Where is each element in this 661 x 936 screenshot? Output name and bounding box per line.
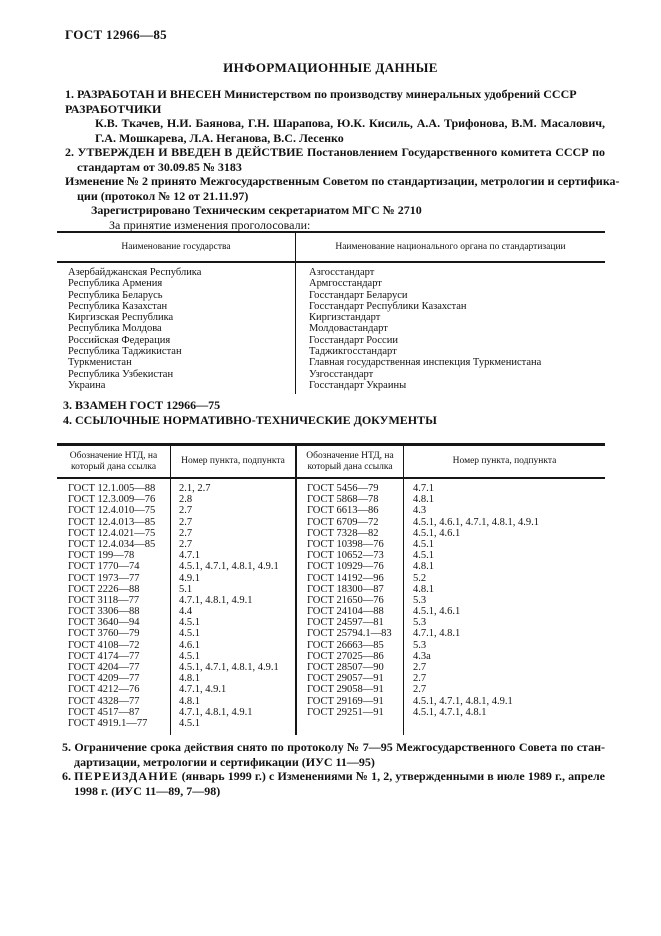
punkt-cell: 2.1, 2.7	[170, 483, 295, 494]
org-name-cell: Киргизстандарт	[295, 312, 605, 323]
state-name-cell: Украина	[68, 379, 106, 391]
punkt-cell: 4.5.1, 4.7.1, 4.8.1, 4.9.1	[403, 696, 605, 707]
ntd-cell: ГОСТ 29169—91	[295, 696, 403, 707]
table-row	[57, 517, 605, 528]
ntd-cell: ГОСТ 12.4.034—85	[68, 538, 156, 550]
ntd-cell: ГОСТ 14192—96	[295, 573, 403, 584]
punkt-cell: 2.7	[403, 673, 605, 684]
punkt-cell: 5.2	[403, 573, 605, 584]
punkt-cell: 4.5.1	[170, 718, 295, 729]
ntd-cell: ГОСТ 6613—86	[295, 505, 403, 516]
table-row	[57, 606, 605, 617]
punkt-cell	[170, 729, 295, 735]
punkt-cell: 2.7	[170, 505, 295, 516]
ntd-cell: ГОСТ 10398—76	[295, 539, 403, 550]
punkt-cell: 4.7.1	[403, 483, 605, 494]
punkt-cell: 4.8.1	[403, 561, 605, 572]
org-name-cell: Армгосстандарт	[295, 278, 605, 289]
table-row	[57, 290, 605, 301]
column-header-state: Наименование государства	[121, 241, 231, 252]
punkt-cell: 4.8.1	[403, 584, 605, 595]
table-row	[57, 696, 605, 707]
punkt-cell	[403, 718, 605, 729]
ntd-cell: ГОСТ 12.1.005—88	[68, 483, 156, 494]
punkt-cell: 4.8.1	[403, 494, 605, 505]
ntd-cell: ГОСТ 24597—81	[295, 617, 403, 628]
ntd-cell: ГОСТ 18300—87	[295, 584, 403, 595]
ntd-cell: ГОСТ 3306—88	[68, 606, 140, 618]
punkt-cell: 4.5.1, 4.6.1	[403, 528, 605, 539]
punkt-cell: 4.5.1, 4.7.1, 4.8.1	[403, 707, 605, 718]
vote-intro-line: За принятие изменения проголосовали:	[109, 217, 311, 232]
preamble	[65, 87, 620, 232]
page-title: ИНФОРМАЦИОННЫЕ ДАННЫЕ	[223, 60, 438, 75]
punkt-cell: 4.5.1, 4.6.1, 4.7.1, 4.8.1, 4.9.1	[403, 517, 605, 528]
sections-5-6	[62, 740, 605, 798]
punkt-cell: 4.6.1	[170, 640, 295, 651]
ntd-cell: ГОСТ 10652—73	[295, 550, 403, 561]
table-row	[57, 651, 605, 662]
table-row	[57, 312, 605, 323]
amendment-line-1: Изменение № 2 принято Межгосударственным Советом по стандартизации, метрологии и сертифика-	[65, 174, 620, 188]
ntd-cell: ГОСТ 27025—86	[295, 651, 403, 662]
state-name-cell: Республика Армения	[68, 278, 163, 290]
table-row	[57, 483, 605, 494]
ntd-cell: ГОСТ 4209—77	[68, 673, 140, 685]
item-6-rest: (январь 1999 г.) с Изменениями № 1, 2, утвержденными в июле 1989 г., апреле	[178, 769, 606, 784]
ntd-cell: ГОСТ 12.4.021—75	[68, 527, 156, 539]
ntd-cell: ГОСТ 3760—79	[68, 628, 140, 640]
developers-names-line-1: К.В. Ткачев, Н.И. Баянова, Г.Н. Шарапова, Ю.К. Кисиль, А.А. Трифонова, В.М. Масалович,	[95, 116, 605, 130]
references-table-header	[57, 446, 605, 479]
ntd-cell: ГОСТ 199—78	[68, 550, 135, 562]
sections-3-4	[63, 398, 605, 428]
punkt-cell: 2.7	[403, 662, 605, 673]
org-name-cell: Азгосстандарт	[295, 267, 605, 278]
punkt-cell: 4.9.1	[170, 573, 295, 584]
item-6-line-1	[62, 769, 605, 784]
item-2-line-2: стандартам от 30.09.85 № 3183	[77, 159, 242, 174]
table-row	[57, 707, 605, 718]
table-row	[57, 584, 605, 595]
table-row	[57, 357, 605, 368]
table-row	[57, 718, 605, 729]
punkt-cell: 4.7.1, 4.8.1	[403, 628, 605, 639]
ntd-cell: ГОСТ 6709—72	[295, 517, 403, 528]
table-row	[57, 267, 605, 278]
org-name-cell: Главная государственная инспекция Туркменистана	[295, 357, 605, 368]
ntd-cell: ГОСТ 28507—90	[295, 662, 403, 673]
ntd-cell	[295, 729, 403, 735]
ntd-cell: ГОСТ 4174—77	[68, 650, 140, 662]
spacer-cell	[295, 391, 605, 394]
punkt-cell: 4.5.1, 4.7.1, 4.8.1, 4.9.1	[170, 561, 295, 572]
table-row	[57, 561, 605, 572]
table-row	[57, 494, 605, 505]
ntd-cell: ГОСТ 1973—77	[68, 572, 140, 584]
punkt-cell: 2.7	[170, 517, 295, 528]
punkt-cell: 4.5.1	[170, 651, 295, 662]
state-name-cell: Туркменистан	[68, 357, 132, 369]
developers-heading: РАЗРАБОТЧИКИ	[65, 101, 162, 116]
table-row	[57, 539, 605, 550]
punkt-cell: 4.5.1	[170, 628, 295, 639]
spacer-cell	[57, 391, 295, 394]
table-row	[57, 550, 605, 561]
punkt-cell: 2.7	[170, 528, 295, 539]
punkt-cell: 2.8	[170, 494, 295, 505]
ntd-cell: ГОСТ 4517—87	[68, 706, 140, 718]
table-row	[57, 684, 605, 695]
punkt-cell: 4.3	[403, 505, 605, 516]
ntd-cell: ГОСТ 26663—85	[295, 640, 403, 651]
punkt-cell: 4.7.1, 4.9.1	[170, 684, 295, 695]
punkt-cell: 4.8.1	[170, 696, 295, 707]
column-header-ntd-left: Обозначение НТД, на который дана ссылка	[69, 450, 158, 472]
item-6-line-2: 1998 г. (ИУС 11—89, 7—98)	[74, 783, 221, 798]
developers-names-line-2: Г.А. Мошкарева, Л.А. Неганова, В.С. Лесенко	[95, 130, 344, 145]
table-row	[57, 391, 605, 394]
item-6-number: 6.	[62, 769, 75, 784]
ntd-cell: ГОСТ 21650—76	[295, 595, 403, 606]
references-table	[57, 443, 605, 735]
punkt-cell: 2.7	[170, 539, 295, 550]
table-row	[57, 369, 605, 380]
table-row	[57, 335, 605, 346]
punkt-cell: 4.8.1	[170, 673, 295, 684]
ntd-cell: ГОСТ 12.4.010—75	[68, 505, 156, 517]
ntd-cell: ГОСТ 12.3.009—76	[68, 494, 156, 506]
org-name-cell: Госстандарт Украины	[295, 380, 605, 391]
table-row	[57, 662, 605, 673]
table-row	[57, 505, 605, 516]
table-row	[57, 380, 605, 391]
table-row	[57, 323, 605, 334]
punkt-cell	[403, 729, 605, 735]
punkt-cell: 5.3	[403, 595, 605, 606]
ntd-cell: ГОСТ 10929—76	[295, 561, 403, 572]
punkt-cell: 4.5.1	[170, 617, 295, 628]
state-name-cell: Республика Молдова	[68, 323, 162, 335]
punkt-cell: 4.7.1, 4.8.1, 4.9.1	[170, 707, 295, 718]
doc-code: ГОСТ 12966—85	[65, 27, 167, 42]
punkt-cell: 4.7.1, 4.8.1, 4.9.1	[170, 595, 295, 606]
punkt-cell: 2.7	[403, 684, 605, 695]
state-name-cell: Республика Беларусь	[68, 289, 163, 301]
column-header-org: Наименование национального органа по стандартизации	[295, 233, 605, 261]
amendment-line-2: ции (протокол № 12 от 21.11.97)	[77, 188, 249, 203]
ntd-cell: ГОСТ 4919.1—77	[68, 717, 148, 729]
ntd-cell: ГОСТ 4204—77	[68, 662, 140, 673]
ntd-cell: ГОСТ 5868—78	[295, 494, 403, 505]
ntd-cell: ГОСТ 5456—79	[295, 483, 403, 494]
ntd-cell: ГОСТ 29058—91	[295, 684, 403, 695]
item-5-line-2: дартизации, метрологии и сертификации (ИУС 11—95)	[74, 754, 375, 769]
ntd-cell: ГОСТ 3118—77	[68, 594, 140, 606]
ntd-cell	[295, 718, 403, 729]
vote-table	[57, 231, 605, 394]
table-row	[57, 528, 605, 539]
item-5-line-1: 5. Ограничение срока действия снято по протоколу № 7—95 Межгосударственного Совета по стан-	[62, 740, 605, 754]
state-name-cell: Киргизская Республика	[68, 312, 174, 324]
state-name-cell: Азербайджанская Республика	[68, 267, 202, 278]
item-2-line-1: 2. УТВЕРЖДЕН И ВВЕДЕН В ДЕЙСТВИЕ Постановлением Государственного комитета СССР по	[65, 145, 605, 159]
table-row	[57, 301, 605, 312]
item-1-line: 1. РАЗРАБОТАН И ВНЕСЕН Министерством по производству минеральных удобрений СССР	[65, 87, 577, 101]
vote-table-body	[57, 263, 605, 394]
punkt-cell: 4.4	[170, 606, 295, 617]
punkt-cell: 4.5.1, 4.6.1	[403, 606, 605, 617]
ntd-cell	[57, 729, 170, 735]
org-name-cell: Госстандарт Республики Казахстан	[295, 301, 605, 312]
item-6-keyword: ПЕРЕИЗДАНИЕ	[74, 769, 179, 784]
org-name-cell: Госстандарт России	[295, 335, 605, 346]
column-header-ntd-right: Обозначение НТД, на который дана ссылка	[295, 446, 403, 477]
ntd-cell: ГОСТ 12.4.013—85	[68, 516, 156, 528]
section-3-line: 3. ВЗАМЕН ГОСТ 12966—75	[63, 398, 221, 412]
punkt-cell: 4.5.1, 4.7.1, 4.8.1, 4.9.1	[170, 662, 295, 673]
ntd-cell: ГОСТ 29251—91	[295, 707, 403, 718]
table-row	[57, 595, 605, 606]
punkt-cell: 4.7.1	[170, 550, 295, 561]
references-table-body	[57, 479, 605, 735]
org-name-cell: Молдовастандарт	[295, 323, 605, 334]
punkt-cell: 4.5.1	[403, 550, 605, 561]
table-row	[57, 628, 605, 639]
ntd-cell: ГОСТ 29057—91	[295, 673, 403, 684]
ntd-cell: ГОСТ 1770—74	[68, 561, 140, 573]
ntd-cell: ГОСТ 4212—76	[68, 684, 140, 696]
table-row	[57, 640, 605, 651]
org-name-cell: Узгосстандарт	[295, 369, 605, 380]
registered-line: Зарегистрировано Техническим секретариатом МГС № 2710	[91, 203, 422, 217]
ntd-cell: ГОСТ 3640—94	[68, 617, 140, 629]
ntd-cell: ГОСТ 7328—82	[295, 528, 403, 539]
ntd-cell: ГОСТ 4328—77	[68, 695, 140, 707]
ntd-cell: ГОСТ 4108—72	[68, 639, 140, 651]
table-row	[57, 278, 605, 289]
ntd-cell: ГОСТ 2226—88	[68, 583, 140, 595]
org-name-cell: Таджикгосстандарт	[295, 346, 605, 357]
org-name-cell: Госстандарт Беларуси	[295, 290, 605, 301]
ntd-cell: ГОСТ 24104—88	[295, 606, 403, 617]
table-row	[57, 673, 605, 684]
column-header-punkt-right: Номер пункта, подпункта	[403, 446, 605, 477]
table-row	[57, 346, 605, 357]
section-4-line: 4. ССЫЛОЧНЫЕ НОРМАТИВНО-ТЕХНИЧЕСКИЕ ДОКУМЕНТЫ	[63, 413, 437, 428]
punkt-cell: 4.5.1	[403, 539, 605, 550]
punkt-cell: 5.3	[403, 617, 605, 628]
ntd-cell: ГОСТ 25794.1—83	[295, 628, 403, 639]
vote-table-header	[57, 233, 605, 263]
table-row	[57, 617, 605, 628]
column-header-punkt-left: Номер пункта, подпункта	[170, 446, 295, 477]
state-name-cell: Республика Казахстан	[68, 300, 168, 312]
punkt-cell: 4.3а	[403, 651, 605, 662]
punkt-cell: 5.3	[403, 640, 605, 651]
table-row	[57, 573, 605, 584]
punkt-cell: 5.1	[170, 584, 295, 595]
state-name-cell: Республика Узбекистан	[68, 368, 174, 380]
state-name-cell: Республика Таджикистан	[68, 346, 182, 358]
state-name-cell: Российская Федерация	[68, 334, 171, 346]
table-row	[57, 729, 605, 735]
